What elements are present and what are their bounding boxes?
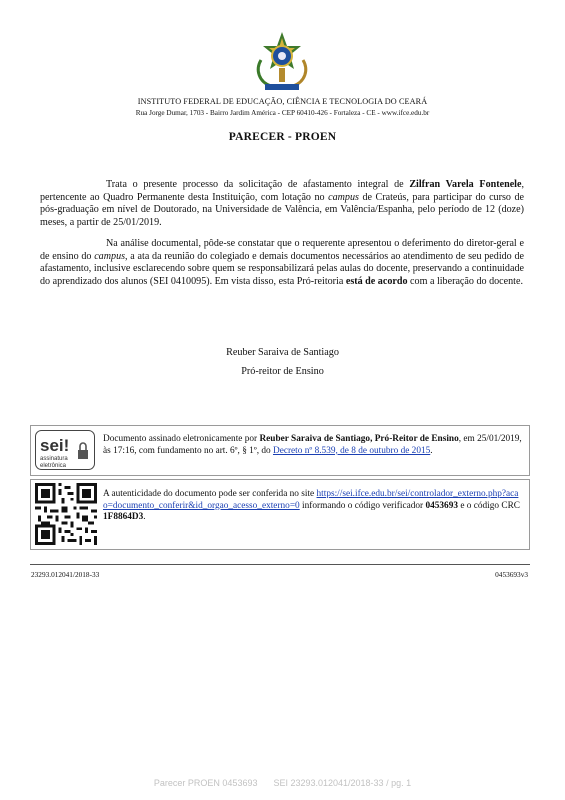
coat-of-arms-logo [251, 30, 313, 94]
electronic-signature-box [30, 425, 530, 476]
document-number: 0453693v3 [495, 570, 528, 579]
crc-code: 1F8864D3 [103, 512, 144, 523]
watermark-right: SEI 23293.012041/2018-33 / pg. 1 [273, 778, 412, 788]
campus-term: campus [94, 250, 126, 262]
authenticity-text: informando o código verificador [299, 500, 426, 511]
paragraph-2-text: Na análise documental, pôde-se constatar que o requerente apresentou o deferimento do diretor-geral e de ensino do [40, 238, 524, 262]
paragraph-2-text: com a liberação do docente. [407, 275, 523, 287]
qr-code-icon [35, 483, 97, 545]
paragraph-1 [40, 179, 524, 229]
seal-sub2: eletrônica [40, 463, 67, 469]
sei-seal-icon [35, 430, 95, 470]
signature-text: Documento assinado eletronicamente por [103, 434, 260, 444]
signature-text: , em 25/01/2019, às 17:16, com fundamento no art. 6º, § 1º, do [103, 434, 522, 456]
signatory-role: Pró-reitor de Ensino [241, 366, 324, 377]
signer-role: Pró-Reitor de Ensino [374, 434, 459, 444]
campus-term: campus [328, 191, 359, 203]
authenticity-box [30, 479, 530, 550]
document-title: PARECER - PROEN [228, 131, 337, 143]
institution-name: INSTITUTO FEDERAL DE EDUCAÇÃO, CIÊNCIA E TECNOLOGIA DO CEARÁ [137, 97, 428, 106]
seal-logo-text: sei! [40, 436, 70, 455]
seal-sub1: assinatura [40, 456, 68, 462]
signer-separator: , [370, 434, 375, 444]
paragraph-1-text: Trata o presente processo da solicitação de afastamento integral de [106, 179, 410, 190]
authenticity-text: . [143, 512, 146, 523]
signatory-name: Reuber Saraiva de Santiago [226, 347, 339, 358]
process-number: 23293.012041/2018-33 [31, 570, 100, 579]
signature-statement [103, 434, 523, 457]
paragraph-2-text: , a ata da reunião do colegiado e demais documentos necessários ao atendimento de seu pedido de afastamento, inclusive esclarecendo sobre quem se responsabilizará pelas aulas do docente, preservando a continuidade do aprendizado dos alunos (SEI 0410095). Em vista disso, esta Pró-reitoria [40, 250, 525, 287]
paragraph-1-text: , pertencente ao Quadro Permanente desta Instituição, com lotação no [40, 179, 524, 203]
footer-divider [30, 564, 530, 565]
verification-code: 0453693 [425, 500, 458, 511]
watermark-left: Parecer PROEN 0453693 [153, 778, 258, 788]
applicant-name: Zilfran Varela Fontenele [409, 179, 522, 190]
paragraph-1-text: de Crateús, para participar do curso de pós-graduação em nível de Doutorado, na Universidade de Valência, em Valência/Espanha, pelo período de 12 (doze) meses, a partir de 25/01/2019. [40, 191, 524, 228]
page-watermark [0, 778, 565, 788]
paragraph-2 [40, 238, 524, 288]
verification-url-link[interactable]: https://sei.ifce.edu.br/sei/controlador_externo.php?acao=documento_conferir&id_orgao_acesso_externo=0 [103, 489, 519, 511]
signature-text: . [430, 445, 433, 456]
signer-name: Reuber Saraiva de Santiago [259, 434, 371, 444]
authenticity-statement [103, 489, 523, 524]
agreement-text: está de acordo [345, 275, 408, 287]
decree-link[interactable]: Decreto nº 8.539, de 8 de outubro de 2015 [272, 445, 431, 456]
institution-address: Rua Jorge Dumar, 1703 - Bairro Jardim América - CEP 60410-426 - Fortaleza - CE - www.ifce.edu.br [135, 109, 430, 117]
authenticity-text: A autenticidade do documento pode ser conferida no site [103, 489, 317, 499]
authenticity-text: e o código CRC [458, 500, 520, 511]
